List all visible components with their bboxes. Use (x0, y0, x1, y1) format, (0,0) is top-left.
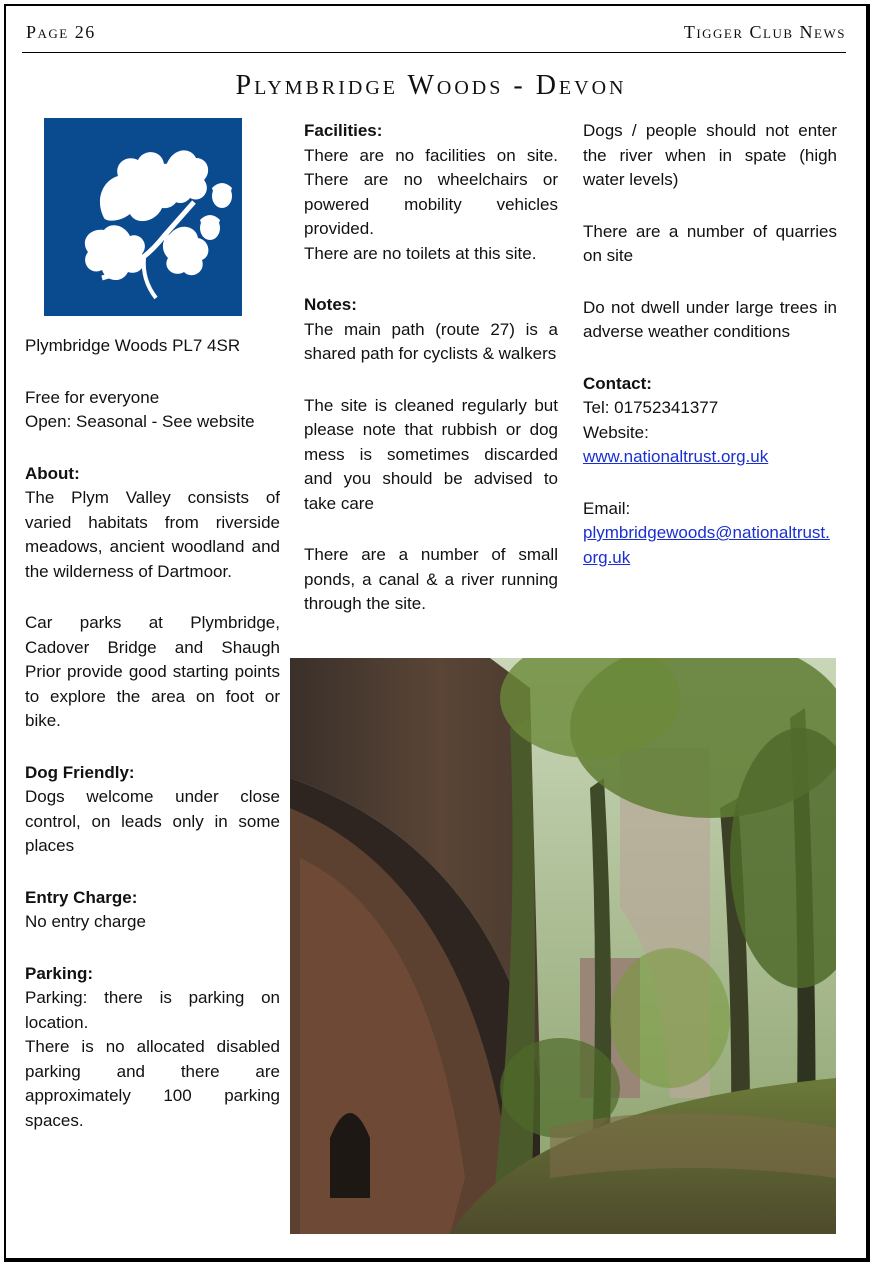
opening-times: Open: Seasonal - See website (25, 412, 255, 431)
woodland-viaduct-photo (290, 658, 836, 1234)
right-column (583, 119, 837, 570)
contact-heading: Contact: (583, 373, 652, 393)
left-column (25, 334, 280, 1133)
address: Plymbridge Woods PL7 4SR (25, 336, 241, 355)
email-label: Email: (583, 498, 631, 518)
telephone: Tel: 01752341377 (583, 398, 719, 417)
website-link[interactable]: www.nationaltrust.org.uk (583, 447, 769, 466)
parking-heading: Parking: (25, 963, 94, 983)
entry-charge-text: No entry charge (25, 912, 146, 931)
about-text: The Plym Valley consists of varied habitats from riverside meadows, ancient woodland and the wilderness of Dartmoor. (25, 488, 280, 581)
oak-leaf-icon (44, 118, 242, 316)
river-warning: Dogs / people should not enter the river when in spate (high water levels) (583, 121, 837, 189)
entry-charge-heading: Entry Charge: (25, 887, 138, 907)
parking-text: Parking: there is parking on location. (25, 988, 280, 1032)
quarries-warning: There are a number of quarries on site (583, 221, 837, 265)
notes-water-text: There are a number of small ponds, a canal & a river running through the site. (304, 545, 558, 613)
disabled-parking-text: There is no allocated disabled parking and there are approximately 100 parking spaces. (25, 1037, 280, 1130)
toilets-text: There are no toilets at this site. (304, 243, 537, 263)
page-number: Page 26 (26, 22, 96, 42)
notes-route-text: The main path (route 27) is a shared path for cyclists & walkers (304, 319, 558, 363)
website-label: Website: (583, 422, 649, 442)
notes-cleaning-text: The site is cleaned regularly but please note that rubbish or dog mess is sometimes discarded and you should be advised to take care (304, 395, 558, 513)
national-trust-logo (44, 118, 242, 316)
page-header (22, 22, 846, 53)
trees-warning: Do not dwell under large trees in adverse weather conditions (583, 297, 837, 341)
facilities-text: There are no facilities on site. There are no wheelchairs or powered mobility vehicles provided. (304, 145, 558, 238)
dog-friendly-heading: Dog Friendly: (25, 762, 135, 782)
email-link[interactable]: plymbridgewoods@nationaltrust.org.uk (583, 523, 830, 567)
about-heading: About: (25, 463, 80, 483)
car-parks-text: Car parks at Plymbridge, Cadover Bridge and Shaugh Prior provide good starting points to explore the area on foot or bike. (25, 613, 280, 730)
notes-heading: Notes: (304, 295, 357, 314)
dog-friendly-text: Dogs welcome under close control, on leads only in some places (25, 787, 280, 855)
page-title: Plymbridge Woods - Devon (235, 70, 627, 101)
newsletter-name: Tigger Club News (683, 22, 846, 42)
price: Free for everyone (25, 387, 160, 407)
facilities-heading: Facilities: (304, 121, 383, 140)
middle-column (304, 119, 558, 617)
